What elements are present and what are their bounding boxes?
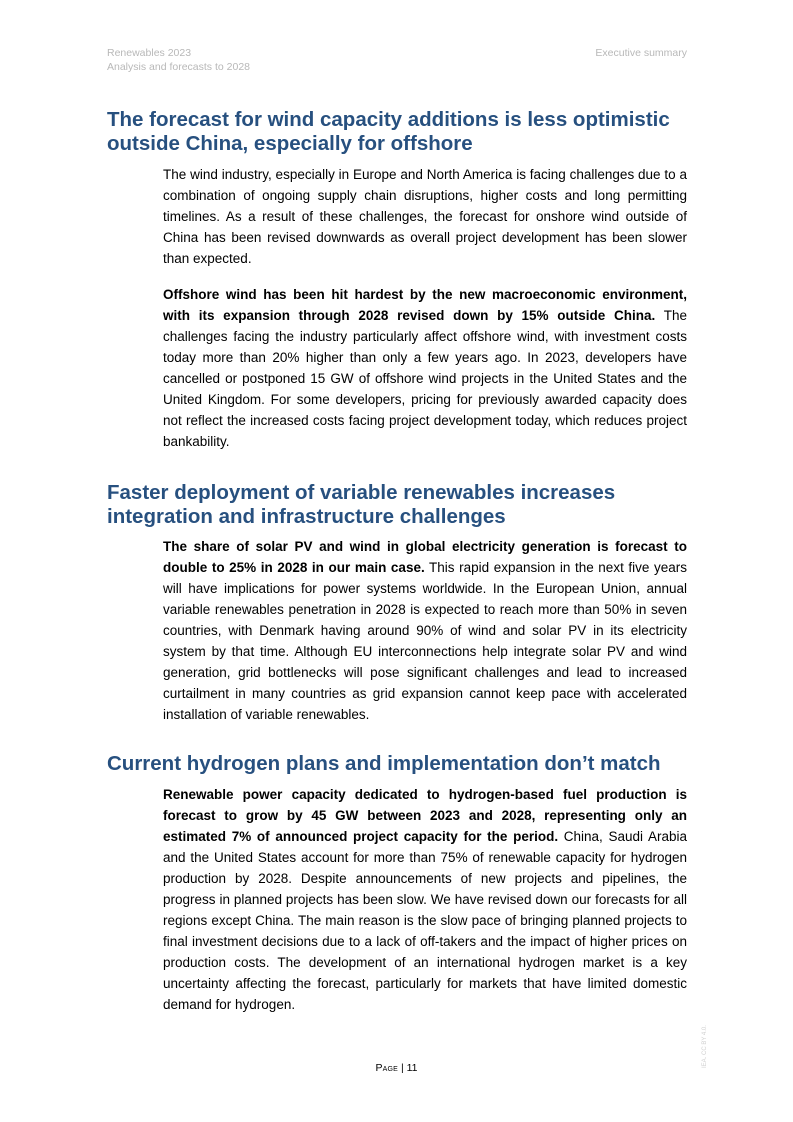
section-heading-wind: The forecast for wind capacity additions is less optimistic outside China, especially for offshore <box>107 108 670 155</box>
page-number: 11 <box>406 1062 418 1074</box>
section-heading-integration: Faster deployment of variable renewables increases integration and infrastructure challenges <box>107 481 616 528</box>
paragraph-text: This rapid expansion in the next five years will have implications for power systems worldwide. In the European Union, annual variable renewables penetration in 2028 is expected to reach more than 50% in seven countries, with Denmark having around 90% of wind and solar PV in its electricity system by that time. Although EU interconnections help integrate solar PV and wind generation, grid bottlenecks will pose significant challenges and lead to increased curtailment in many countries as grid expansion cannot keep pace with accelerated installation of variable renewables. <box>163 560 687 722</box>
report-subtitle: Analysis and forecasts to 2028 <box>107 61 251 73</box>
paragraph-variable-renewables <box>163 536 687 725</box>
section-heading-hydrogen: Current hydrogen plans and implementation don’t match <box>107 752 661 775</box>
section-label: Executive summary <box>595 47 687 59</box>
paragraph-lead: Renewable power capacity dedicated to hydrogen-based fuel production is forecast to grow by 45 GW between 2023 and 2028, representing only an estimated 7% of announced project capacity for the period. <box>163 787 687 844</box>
license-note: IEA. CC BY 4.0. <box>702 1025 708 1068</box>
page-footer <box>0 1062 793 1074</box>
paragraph-lead: Offshore wind has been hit hardest by the new macroeconomic environment, with its expansion through 2028 revised down by 15% outside China. <box>163 287 687 323</box>
paragraph-lead: The share of solar PV and wind in global electricity generation is forecast to double to 25% in 2028 in our main case. <box>163 539 687 575</box>
page-separator: | <box>398 1062 407 1074</box>
page-label: Page <box>375 1062 399 1074</box>
paragraph-hydrogen <box>163 784 687 1015</box>
paragraph-text: The wind industry, especially in Europe and North America is facing challenges due to a combination of ongoing supply chain disruptions, higher costs and long permitting timelines. As a result of these challenges, the forecast for onshore wind outside of China has been revised downwards as overall project development has been slower than expected. <box>163 167 687 266</box>
paragraph-offshore-wind <box>163 284 687 452</box>
report-title: Renewables 2023 <box>107 47 192 59</box>
running-header <box>107 46 250 74</box>
paragraph-wind-industry <box>163 164 687 269</box>
paragraph-text: The challenges facing the industry particularly affect offshore wind, with investment costs today more than 20% higher than only a few years ago. In 2023, developers have cancelled or postponed 15 GW of offshore wind projects in the United States and the United Kingdom. For some developers, pricing for previously awarded capacity does not reflect the increased costs facing project development today, which reduces project bankability. <box>163 308 687 449</box>
paragraph-text: China, Saudi Arabia and the United States account for more than 75% of renewable capacity for hydrogen production by 2028. Despite announcements of new projects and pipelines, the progress in planned projects has been slow. We have revised down our forecasts for all regions except China. The main reason is the slow pace of bringing planned projects to final investment decisions due to a lack of off-takers and the impact of higher prices on production costs. The development of an international hydrogen market is a key uncertainty affecting the forecast, particularly for markets that have limited domestic demand for hydrogen. <box>163 829 687 1012</box>
